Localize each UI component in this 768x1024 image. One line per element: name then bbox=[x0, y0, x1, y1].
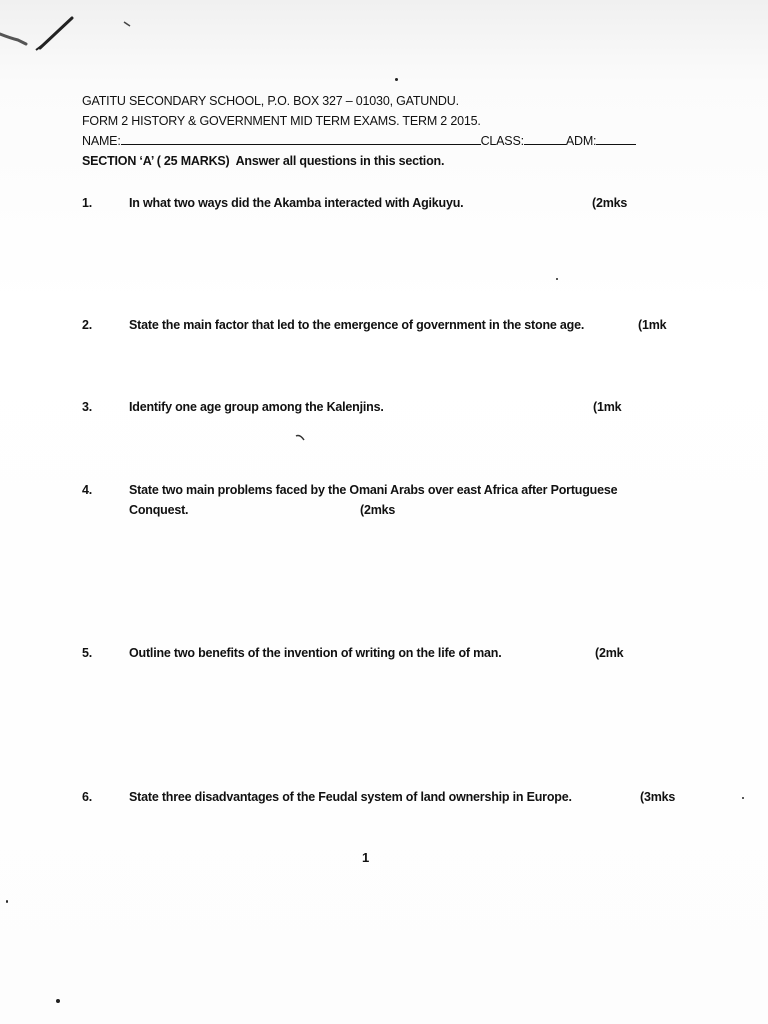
question-number: 6. bbox=[82, 790, 93, 804]
question-1 bbox=[0, 196, 768, 214]
question-marks: (2mk bbox=[595, 646, 624, 660]
question-6 bbox=[0, 790, 768, 808]
exam-title-line: FORM 2 HISTORY & GOVERNMENT MID TERM EXAMS. TERM 2 2015. bbox=[82, 114, 481, 128]
question-marks: (2mks bbox=[592, 196, 628, 210]
question-text: In what two ways did the Akamba interacted with Agikuyu. bbox=[129, 196, 464, 210]
question-number: 3. bbox=[82, 400, 93, 414]
question-marks: (3mks bbox=[640, 790, 676, 804]
question-2 bbox=[0, 318, 768, 336]
scan-speck bbox=[6, 900, 8, 903]
scan-speck bbox=[56, 999, 60, 1003]
name-blank bbox=[121, 134, 481, 145]
question-text-continued: Conquest. bbox=[129, 503, 189, 517]
page-number: 1 bbox=[362, 850, 370, 865]
name-label: NAME: bbox=[82, 134, 121, 148]
question-number: 5. bbox=[82, 646, 93, 660]
class-label: CLASS: bbox=[480, 134, 524, 148]
question-5 bbox=[0, 646, 768, 664]
section-instruction: Answer all questions in this section. bbox=[235, 154, 445, 168]
section-heading bbox=[82, 154, 444, 168]
question-3 bbox=[0, 400, 768, 418]
question-number: 1. bbox=[82, 196, 93, 210]
question-text: Identify one age group among the Kalenjins. bbox=[129, 400, 384, 414]
question-marks: (1mk bbox=[593, 400, 622, 414]
question-text: State three disadvantages of the Feudal system of land ownership in Europe. bbox=[129, 790, 572, 804]
question-text: Outline two benefits of the invention of writing on the life of man. bbox=[129, 646, 502, 660]
student-details-line bbox=[82, 134, 636, 148]
scan-speck bbox=[395, 78, 398, 81]
question-number: 4. bbox=[82, 483, 93, 497]
question-marks: (2mks bbox=[360, 503, 396, 517]
question-text: State two main problems faced by the Omani Arabs over east Africa after Portuguese bbox=[129, 483, 618, 497]
adm-label: ADM: bbox=[565, 134, 597, 148]
question-marks: (1mk bbox=[638, 318, 667, 332]
school-address-line: GATITU SECONDARY SCHOOL, P.O. BOX 327 – 01030, GATUNDU. bbox=[82, 94, 459, 108]
adm-blank bbox=[596, 134, 636, 145]
question-text: State the main factor that led to the emergence of government in the stone age. bbox=[129, 318, 585, 332]
class-blank bbox=[524, 134, 566, 145]
scan-speck bbox=[556, 278, 558, 280]
question-number: 2. bbox=[82, 318, 93, 332]
question-4 bbox=[0, 483, 768, 523]
section-label: SECTION ‘A’ ( 25 MARKS) bbox=[82, 154, 230, 168]
